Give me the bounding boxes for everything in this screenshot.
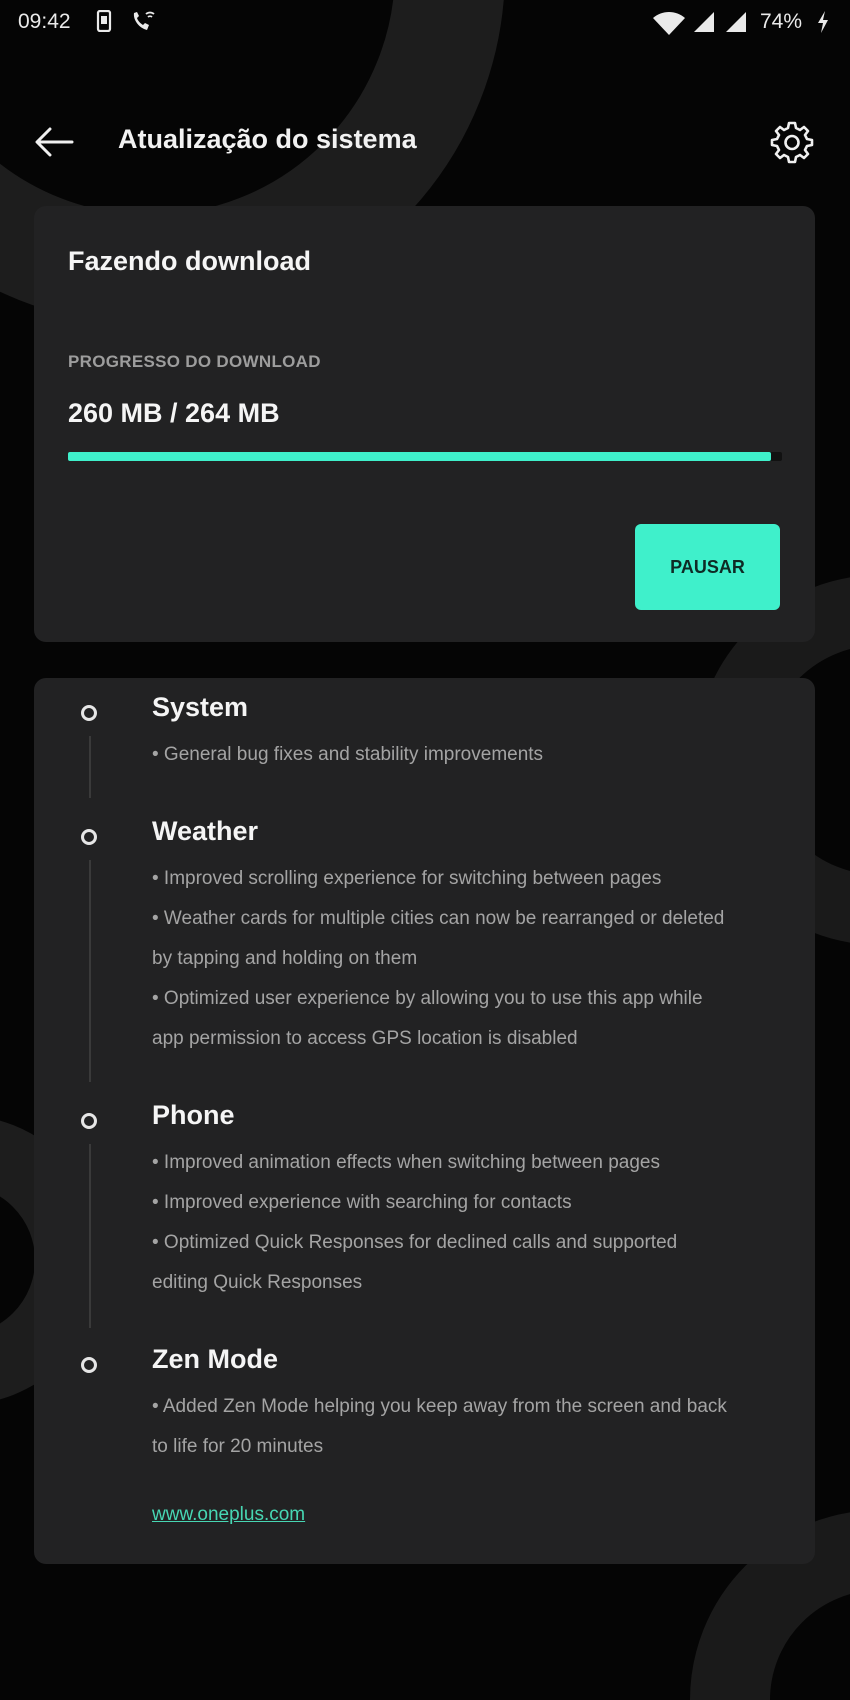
charging-icon: [816, 10, 830, 34]
oneplus-website-link[interactable]: www.oneplus.com: [152, 1504, 306, 1525]
download-progress-label: PROGRESSO DO DOWNLOAD: [68, 352, 321, 371]
section-title: Zen Mode: [152, 1344, 278, 1374]
section-line: • Weather cards for multiple cities can now be rearranged or deleted: [152, 908, 725, 929]
section-line: • Improved scrolling experience for switching between pages: [152, 868, 662, 889]
app-header: [0, 100, 850, 184]
gear-icon: [768, 118, 816, 166]
section-line: • Optimized user experience by allowing you to use this app while: [152, 988, 703, 1009]
section-line: by tapping and holding on them: [152, 948, 418, 969]
settings-button[interactable]: [768, 118, 816, 166]
timeline-connector: [89, 736, 91, 798]
section-line: • General bug fixes and stability improvements: [152, 744, 544, 765]
page-title: Atualização do sistema: [118, 124, 417, 154]
pause-button[interactable]: PAUSAR: [635, 524, 780, 610]
status-time: 09:42: [18, 10, 71, 33]
timeline-dot: [81, 829, 97, 845]
section-line: app permission to access GPS location is disabled: [152, 1028, 578, 1049]
wifi-icon: [652, 10, 686, 36]
screenshot-icon: [96, 10, 112, 32]
download-progress-bar: [68, 452, 782, 461]
changelog-card: [34, 678, 815, 1564]
download-progress-value: 260 MB / 264 MB: [68, 398, 280, 428]
arrow-left-icon: [30, 118, 78, 166]
section-line: • Added Zen Mode helping you keep away from the screen and back: [152, 1396, 727, 1417]
download-title: Fazendo download: [68, 246, 311, 276]
timeline-dot: [81, 1113, 97, 1129]
timeline-dot: [81, 1357, 97, 1373]
section-line: • Optimized Quick Responses for declined calls and supported: [152, 1232, 678, 1253]
signal-icon: [724, 10, 748, 34]
status-bar: [0, 0, 850, 46]
download-card: [34, 206, 815, 642]
section-line: to life for 20 minutes: [152, 1436, 324, 1457]
wifi-call-icon: [130, 10, 156, 34]
timeline-connector: [89, 1144, 91, 1328]
download-progress-fill: [68, 452, 771, 461]
section-title: Phone: [152, 1100, 235, 1130]
section-line: editing Quick Responses: [152, 1272, 363, 1293]
section-title: Weather: [152, 816, 259, 846]
section-title: System: [152, 692, 249, 722]
back-button[interactable]: [30, 118, 78, 166]
section-line: • Improved animation effects when switching between pages: [152, 1152, 660, 1173]
battery-percent: 74%: [760, 10, 803, 33]
timeline-connector: [89, 860, 91, 1082]
section-line: • Improved experience with searching for contacts: [152, 1192, 572, 1213]
signal-icon: [692, 10, 716, 34]
timeline-dot: [81, 705, 97, 721]
